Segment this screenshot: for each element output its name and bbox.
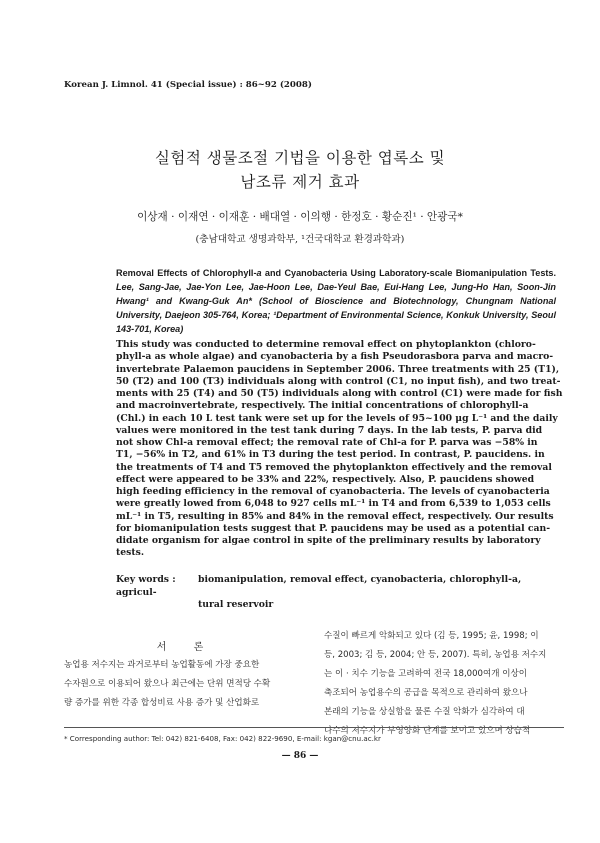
body-line: 수자원으로 이용되어 왔으나 최근에는 단위 면적당 수확 <box>64 679 271 689</box>
korean-title-line-1: 실험적 생물조절 기법을 이용한 엽록소 및 <box>154 149 446 167</box>
keywords-line: tural reservoir <box>198 599 274 610</box>
abstract-line: T1, −56% in T2, and 61% in T3 during the test period. In contrast, P. paucidens. in <box>116 449 545 461</box>
keywords <box>116 574 556 612</box>
korean-authors: 이상재 · 이재연 · 이재훈 · 배대열 · 이의행 · 한정호 · 황순진¹ · 안광국* <box>137 211 463 223</box>
keywords-label: Key words : <box>116 574 176 585</box>
english-title-part-1: Removal Effects of Chlorophyll- <box>116 268 257 278</box>
korean-affiliation: (충남대학교 생명과학부, ¹건국대학교 환경과학과) <box>195 234 405 245</box>
footnote-divider <box>64 727 564 728</box>
page-number: — 86 — <box>281 751 319 761</box>
korean-title-line-2: 남조류 제거 효과 <box>240 173 360 191</box>
abstract-line: This study was conducted to determine removal effect on phytoplankton (chloro- <box>116 339 536 350</box>
english-title-italic: a <box>256 268 262 278</box>
abstract-line: were greatly lowed from 6,048 to 927 cells mL⁻¹ in T4 and from 6,539 to 1,053 cells <box>116 498 551 510</box>
abstract-line: mL⁻¹ in T5, resulting in 85% and 84% in the removal effect, respectively. Our results <box>116 510 554 522</box>
corresponding-author-footnote: * Corresponding author: Tel: 042) 821-6408, Fax: 042) 822-9690, E-mail: kgan@cnu.ac.kr <box>64 734 381 743</box>
abstract-line: invertebrate Palaemon paucidens in September 2006. Three treatments with 25 (T1), <box>116 363 560 375</box>
english-title-part-2: and Cyanobacteria Using Laboratory-scale Biomanipulation Tests. <box>261 268 556 278</box>
abstract-line: (Chl.) in each 10 L test tank were set up for the levels of 95~100 μg L⁻¹ and the daily <box>116 412 558 424</box>
section-heading-introduction: 서 론 <box>156 642 216 653</box>
abstract-line: tests. <box>116 547 145 559</box>
body-line: 량 증가를 위한 각종 합성비료 사용 증가 및 산업화로 <box>64 698 260 708</box>
body-line: 는 이 · 치수 기능을 고려하여 전국 18,000여개 이상이 <box>324 669 527 679</box>
body-line: 본래의 기능을 상실함을 물론 수질 악화가 심각하여 대 <box>324 707 525 717</box>
abstract-line: phyll-a as whole algae) and cyanobacteria by a fish Pseudorasbora parva and macro- <box>116 351 554 363</box>
abstract-line: the treatments of T4 and T5 removed the phytoplankton effectively and the removal <box>116 461 552 473</box>
journal-reference: Korean J. Limnol. 41 (Special issue) : 86~92 (2008) <box>64 80 312 90</box>
abstract <box>116 339 563 560</box>
body-line: 축조되어 농업용수의 공급을 목적으로 관리하여 왔으나 <box>324 688 528 698</box>
body-line: 등, 2003; 김 등, 2004; 안 등, 2007). 특히, 농업용 저수지 <box>324 650 547 660</box>
english-title-block <box>116 267 556 337</box>
abstract-line: didate organism for algae control in spite of the preliminary results by laboratory <box>116 535 541 546</box>
abstract-line: 50 (T2) and 100 (T3) individuals along with control (C1, no input fish), and two treat- <box>116 375 561 387</box>
abstract-line: values were monitored in the test tank during 7 days. In the lab tests, P. parva did <box>116 424 543 436</box>
body-line: 수질이 빠르게 악화되고 있다 (김 등, 1995; 윤, 1998; 이 <box>324 631 539 641</box>
abstract-line: for biomanipulation tests suggest that P. paucidens may be used as a potential can- <box>116 522 551 534</box>
body-line: 농업용 저수지는 과거로부터 농업활동에 가장 중요한 <box>64 660 260 670</box>
abstract-line: not show Chl-a removal effect; the removal rate of Chl-a for P. parva was −58% in <box>116 437 538 448</box>
english-authors-affiliation: Lee, Sang-Jae, Jae-Yon Lee, Jae-Hoon Lee, Dae-Yeul Bae, Eui-Hang Lee, Jung-Ho Han, Soon-Jin Hwang¹ and Kwang-Guk An* (School of Bioscience and Biotechnology, Chungnam National University, Daejeon 305-764, Korea; ¹Department of Environmental Science, Konkuk University, Seoul 143-701, Korea) <box>116 281 556 334</box>
abstract-line: and macroinvertebrate, respectively. The initial concentrations of chlorophyll-a <box>116 400 529 412</box>
abstract-line: ments with 25 (T4) and 50 (T5) individuals along with control (C1) were made for fish <box>116 388 563 399</box>
abstract-line: effect were appeared to be 33% and 22%, respectively. Also, P. paucidens showed <box>116 473 535 485</box>
body-right-column <box>324 627 560 741</box>
body-line: 다수의 저수지가 부영양화 단계를 보이고 있으며 상습적 <box>324 726 531 736</box>
keywords-line: biomanipulation, removal effect, cyanobacteria, chlorophyll-a, agricul- <box>116 574 522 598</box>
abstract-line: high feeding efficiency in the removal of cyanobacteria. The levels of cyanobacteria <box>116 486 550 497</box>
body-left-column <box>64 656 308 713</box>
